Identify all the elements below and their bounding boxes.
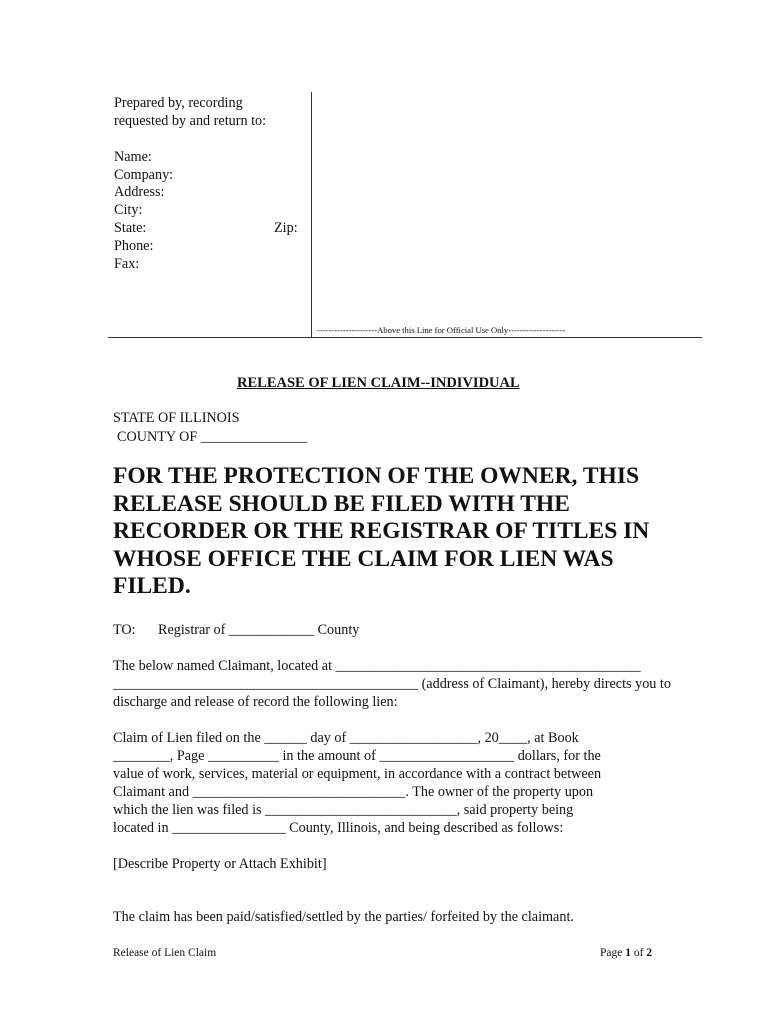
state-field-label: State: xyxy=(114,220,147,236)
notice-line: RELEASE SHOULD BE FILED WITH THE xyxy=(113,490,570,517)
filing-notice xyxy=(113,463,649,601)
page-prefix: Page xyxy=(600,947,626,959)
state-line: STATE OF ILLINOIS xyxy=(113,410,240,426)
registrar-line: Registrar of ____________ County xyxy=(158,622,360,638)
document-title: RELEASE OF LIEN CLAIM--INDIVIDUAL xyxy=(237,375,520,391)
address-field-label: Address: xyxy=(114,184,165,200)
paragraph-line: The below named Claimant, located at ___________________________________________ xyxy=(113,658,641,674)
paragraph-line: value of work, services, material or equipment, in accordance with a contract between xyxy=(113,766,602,782)
paragraph-line: ________, Page __________ in the amount of ___________________ dollars, for the xyxy=(113,748,601,764)
company-field-label: Company: xyxy=(114,167,174,183)
to-label: TO: xyxy=(113,622,136,638)
paragraph-line: discharge and release of record the following lien: xyxy=(113,694,398,710)
notice-line: WHOSE OFFICE THE CLAIM FOR LIEN WAS xyxy=(113,545,614,572)
paragraph-line: Claimant and ______________________________. The owner of the property upon xyxy=(113,784,594,800)
fax-field-label: Fax: xyxy=(114,256,140,272)
notice-line: FOR THE PROTECTION OF THE OWNER, THIS xyxy=(113,463,640,489)
paragraph-line: located in ________________ County, Illinois, and being described as follows: xyxy=(113,820,564,836)
paragraph-line: Claim of Lien filed on the ______ day of __________________, 20____, at Book xyxy=(113,730,579,746)
page-number xyxy=(600,947,652,959)
official-use-rule xyxy=(108,337,702,338)
page-current: 1 xyxy=(625,947,631,959)
footer-document-name: Release of Lien Claim xyxy=(113,947,217,959)
paragraph-line: ___________________________________________ (address of Claimant), hereby directs you to xyxy=(113,676,671,692)
page-total: 2 xyxy=(646,947,653,959)
page-of: of xyxy=(630,947,647,959)
claim-satisfied-statement: The claim has been paid/satisfied/settled by the parties/ forfeited by the claimant. xyxy=(113,909,574,925)
prepared-by-line1: Prepared by, recording xyxy=(114,95,243,111)
phone-field-label: Phone: xyxy=(114,238,154,254)
claimant-paragraph xyxy=(113,657,671,711)
claim-paragraph xyxy=(113,729,601,837)
zip-field-label: Zip: xyxy=(274,220,298,236)
city-field-label: City: xyxy=(114,202,143,218)
official-use-line: ---------------------Above this Line for Official Use Only-------------------- xyxy=(317,325,566,335)
describe-property: [Describe Property or Attach Exhibit] xyxy=(113,856,327,872)
notice-line: FILED. xyxy=(113,573,191,599)
notice-line: RECORDER OR THE REGISTRAR OF TITLES IN xyxy=(113,518,650,544)
recording-block-divider xyxy=(311,92,312,337)
county-line: COUNTY OF _______________ xyxy=(117,429,308,445)
paragraph-line: which the lien was filed is ___________________________, said property being xyxy=(113,802,574,818)
name-field-label: Name: xyxy=(114,149,152,165)
prepared-by-line2: requested by and return to: xyxy=(114,113,267,129)
